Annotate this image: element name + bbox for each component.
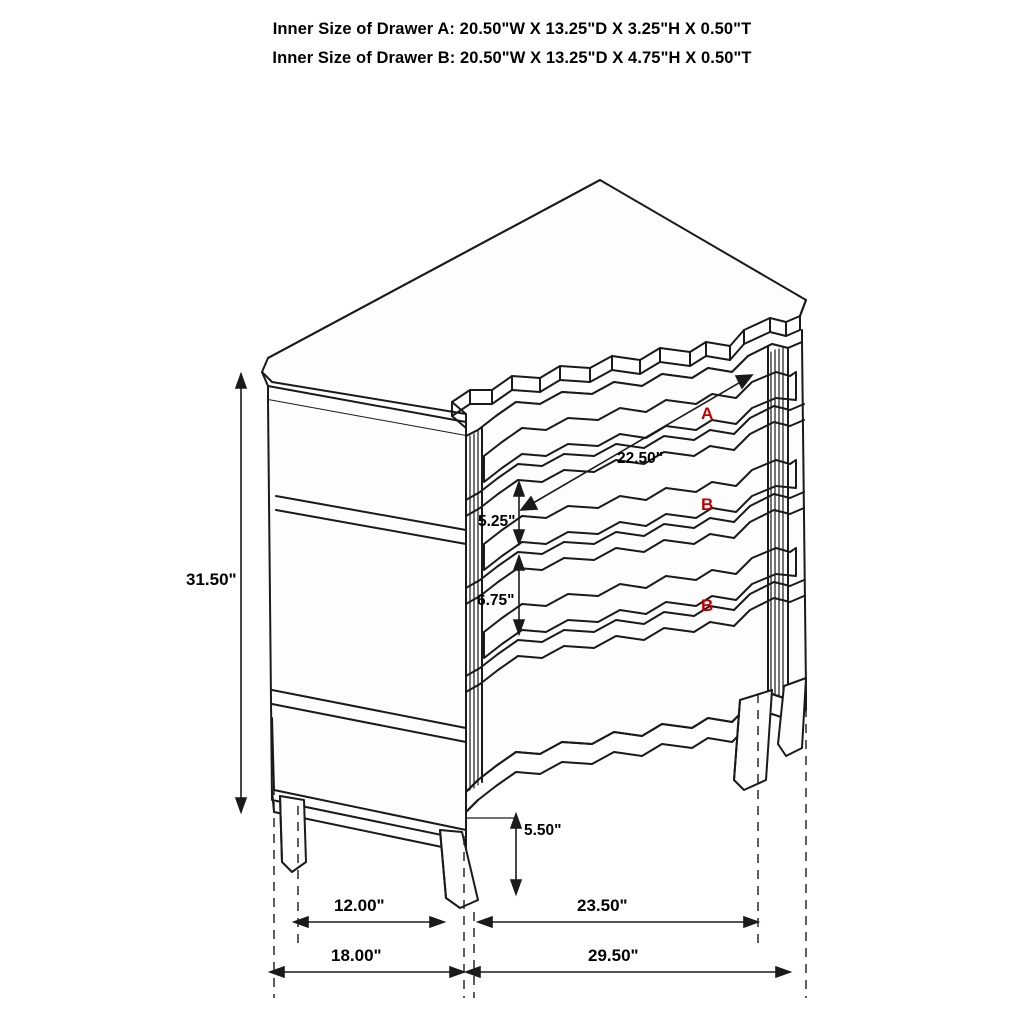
header-line-2: Inner Size of Drawer B: 20.50"W X 13.25"D X 4.75"H X 0.50"T — [272, 49, 752, 67]
drawer-label-b-upper: B — [701, 495, 714, 514]
header-line-1: Inner Size of Drawer A: 20.50"W X 13.25"D X 3.25"H X 0.50"T — [272, 20, 752, 38]
dim-overall-height: 31.50" — [186, 570, 237, 589]
dim-drawer-b-height: 6.75" — [477, 592, 515, 609]
dim-width-total: 29.50" — [588, 946, 639, 965]
dim-depth-front: 12.00" — [334, 896, 385, 915]
dim-leg-height: 5.50" — [524, 822, 562, 839]
dim-width-front: 23.50" — [577, 896, 628, 915]
dim-drawer-width: 22.50" — [617, 450, 664, 467]
drawer-label-a: A — [701, 404, 714, 423]
drawer-label-b-lower: B — [701, 596, 714, 615]
dim-depth-total: 18.00" — [331, 946, 382, 965]
dim-drawer-a-height: 5.25" — [478, 513, 516, 530]
